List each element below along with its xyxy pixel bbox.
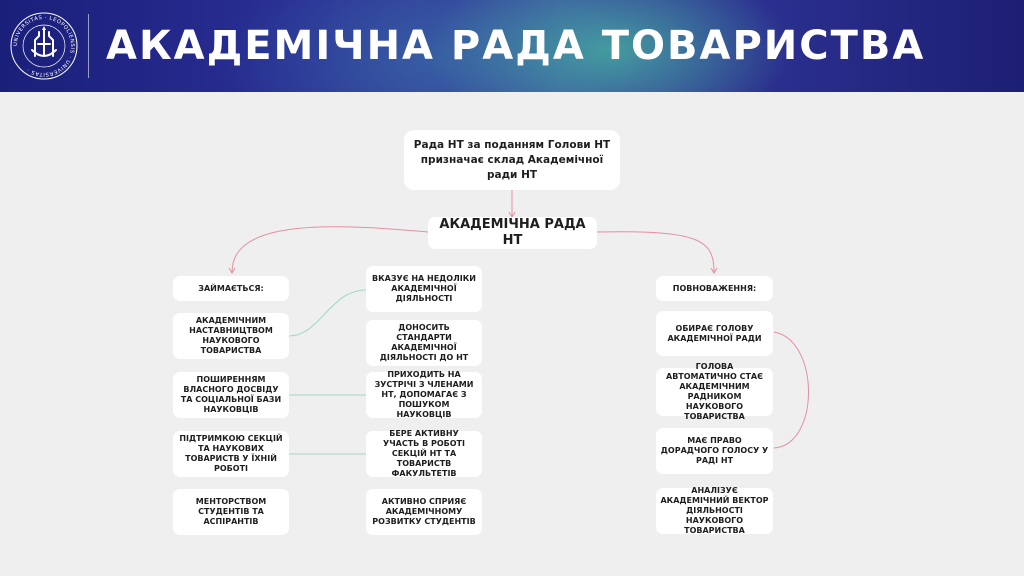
- top-box-line-1: Рада НТ за поданням Голови НТ: [413, 138, 611, 151]
- left-item-2: ПОШИРЕННЯМ ВЛАСНОГО ДОСВІДУ ТА СОЦІАЛЬНОЇ БАЗИ НАУКОВЦІВ: [173, 372, 289, 418]
- left-item-1: АКАДЕМІЧНИМ НАСТАВНИЦТВОМ НАУКОВОГО ТОВАРИСТВА: [173, 313, 289, 359]
- middle-item-5: АКТИВНО СПРИЯЄ АКАДЕМІЧНОМУ РОЗВИТКУ СТУДЕНТІВ: [366, 489, 482, 535]
- page-title: АКАДЕМІЧНА РАДА ТОВАРИСТВА: [106, 23, 926, 69]
- left-item-4: МЕНТОРСТВОМ СТУДЕНТІВ ТА АСПІРАНТІВ: [173, 489, 289, 535]
- svg-text:UNIVERSITAS · LEOPOLIENSIS · U: UNIVERSITAS · LEOPOLIENSIS · UNIVERSITAS ·: [12, 14, 76, 78]
- left-item-3: ПІДТРИМКОЮ СЕКЦІЙ ТА НАУКОВИХ ТОВАРИСТВ У ЇХНІЙ РОБОТІ: [173, 431, 289, 477]
- connector-main-to-right: [597, 232, 714, 272]
- top-box-line-2: призначає склад Академічної ради НТ: [420, 153, 604, 181]
- connector-right-bracket: [774, 332, 809, 448]
- right-item-2: ГОЛОВА АВТОМАТИЧНО СТАЄ АКАДЕМІЧНИМ РАДНИКОМ НАУКОВОГО ТОВАРИСТВА: [656, 368, 773, 416]
- connector-green-1: [289, 290, 366, 336]
- main-box: АКАДЕМІЧНА РАДА НТ: [428, 217, 597, 249]
- middle-item-2: ДОНОСИТЬ СТАНДАРТИ АКАДЕМІЧНОЇ ДІЯЛЬНОСТІ ДО НТ: [366, 320, 482, 366]
- left-header: ЗАЙМАЄТЬСЯ:: [173, 276, 289, 301]
- middle-item-1: ВКАЗУЄ НА НЕДОЛІКИ АКАДЕМІЧНОЇ ДІЯЛЬНОСТІ: [366, 266, 482, 312]
- top-box: [404, 130, 620, 190]
- right-item-1: ОБИРАЄ ГОЛОВУ АКАДЕМІЧНОЇ РАДИ: [656, 311, 773, 356]
- right-item-4: АНАЛІЗУЄ АКАДЕМІЧНИЙ ВЕКТОР ДІЯЛЬНОСТІ НАУКОВОГО ТОВАРИСТВА: [656, 488, 773, 534]
- right-header: ПОВНОВАЖЕННЯ:: [656, 276, 773, 301]
- right-item-3: МАЄ ПРАВО ДОРАДЧОГО ГОЛОСУ У РАДІ НТ: [656, 428, 773, 474]
- middle-item-3: ПРИХОДИТЬ НА ЗУСТРІЧІ З ЧЛЕНАМИ НТ, ДОПОМАГАЄ З ПОШУКОМ НАУКОВЦІВ: [366, 372, 482, 418]
- middle-item-4: БЕРЕ АКТИВНУ УЧАСТЬ В РОБОТІ СЕКЦІЙ НТ ТА ТОВАРИСТВ ФАКУЛЬТЕТІВ: [366, 431, 482, 477]
